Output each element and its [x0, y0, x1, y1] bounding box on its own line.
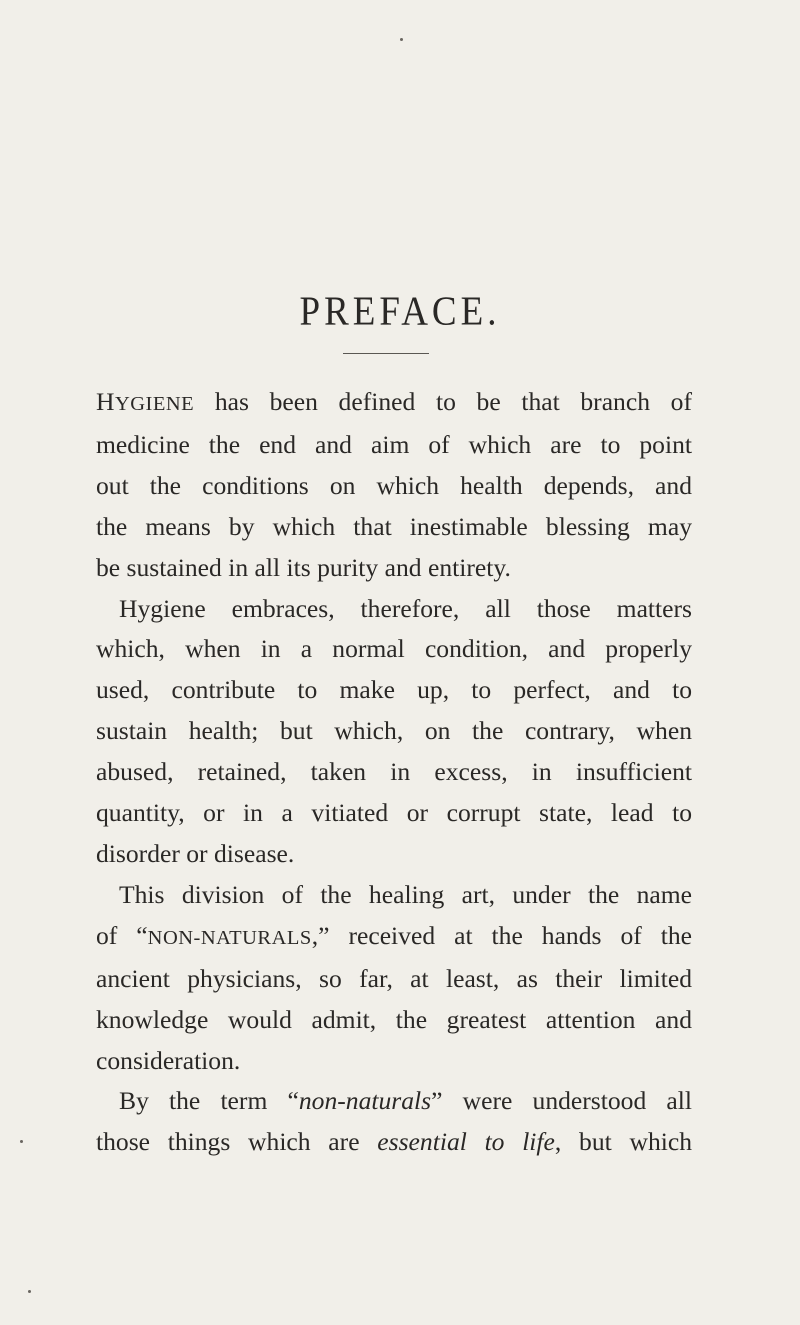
text-line — [96, 1081, 692, 1122]
text-line: sustain health; but which, on the contrary, when — [96, 716, 692, 746]
preface-body — [96, 382, 692, 1163]
text-line — [96, 1122, 692, 1163]
text-line: be sustained in all its purity and entirety. — [96, 552, 511, 582]
small-caps-word: HYGIENE — [96, 387, 195, 416]
title-divider — [343, 353, 429, 354]
text-line: medicine the end and aim of which are to point — [96, 429, 692, 459]
page-speck — [400, 38, 403, 41]
page-speck — [20, 1140, 23, 1143]
text-line: consideration. — [96, 1045, 241, 1075]
text-line — [96, 382, 692, 425]
text-span: those things which are — [96, 1127, 378, 1157]
text-span: By the term “ — [119, 1086, 299, 1116]
text-line: Hygiene embraces, therefore, all those matters — [119, 593, 692, 623]
text-line: ancient physicians, so far, at least, as their limited — [96, 963, 692, 993]
text-span: ,” received at the hands of the — [311, 920, 693, 950]
small-caps-word: NON-NATURALS — [147, 926, 312, 949]
text-line: used, contribute to make up, to perfect, and to — [96, 675, 692, 705]
text-line: This division of the healing art, under the name — [119, 879, 692, 909]
text-span: of “ — [96, 920, 148, 950]
page-speck — [28, 1290, 31, 1293]
text-line: abused, retained, taken in excess, in insufficient — [96, 757, 692, 787]
text-span: ” were understood all — [431, 1086, 692, 1116]
text-line: which, when in a normal condition, and properly — [96, 634, 692, 664]
text-line: disorder or disease. — [96, 838, 295, 868]
text-span: , but which — [554, 1127, 693, 1157]
italic-term: non-naturals — [298, 1086, 432, 1116]
text-line — [96, 916, 692, 959]
text-line: the means by which that inestimable blessing may — [96, 511, 692, 541]
italic-term: essential to life — [377, 1127, 555, 1157]
text-span: has been defined to be that branch of — [194, 387, 692, 416]
text-line: quantity, or in a vitiated or corrupt state, lead to — [96, 798, 692, 828]
text-line: out the conditions on which health depends, and — [96, 470, 692, 500]
text-line: knowledge would admit, the greatest attention and — [96, 1004, 692, 1034]
page-title: PREFACE. — [299, 288, 501, 335]
